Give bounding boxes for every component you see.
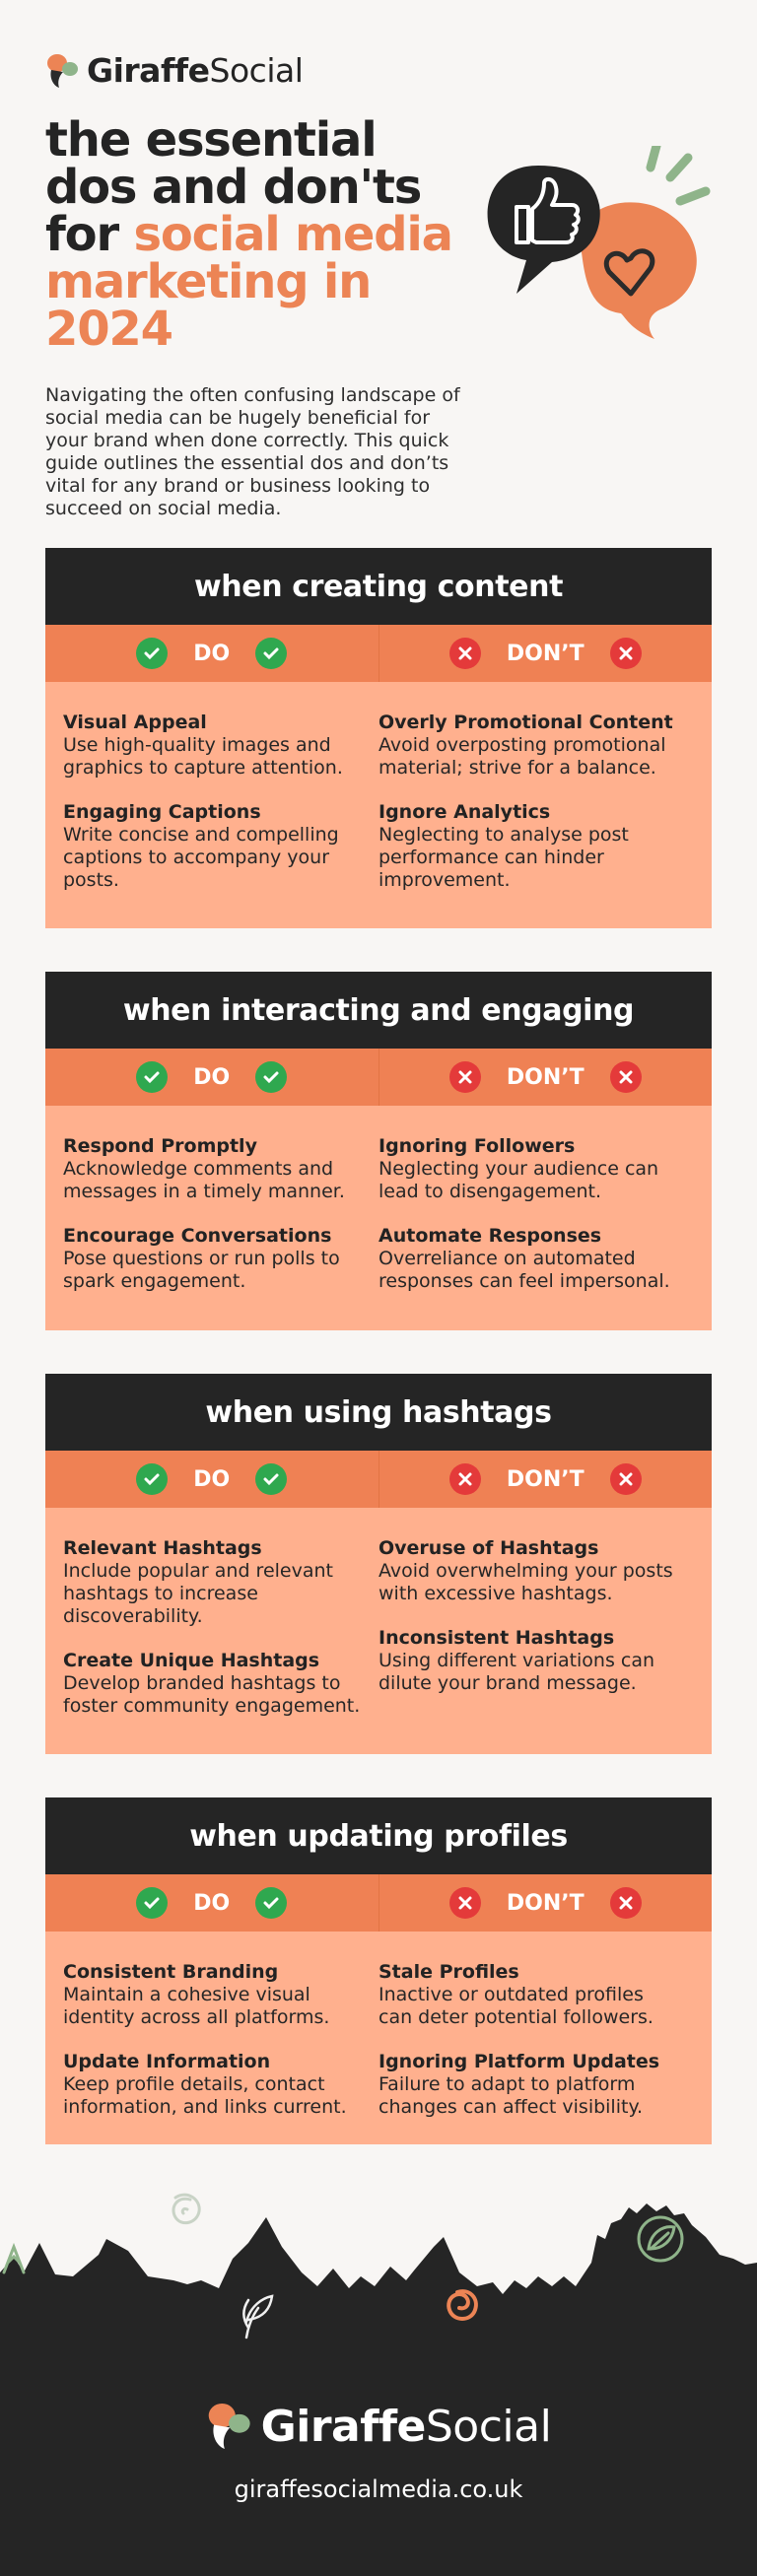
do-column: [63, 1135, 378, 1315]
item-title: Relevant Hashtags: [63, 1537, 262, 1559]
list-item: [378, 1961, 682, 2029]
item-title: Inconsistent Hashtags: [378, 1627, 615, 1649]
item-desc: Using different variations can dilute your brand message.: [378, 1650, 655, 1694]
cross-icon: [610, 1463, 642, 1495]
item-title: Consistent Branding: [63, 1961, 279, 1983]
do-header: [45, 1049, 378, 1106]
item-desc: Write concise and compelling captions to accompany your posts.: [63, 824, 339, 891]
footer-website-link[interactable]: giraffesocialmedia.co.uk: [234, 2475, 523, 2503]
dont-column: [378, 712, 694, 914]
dont-label: DON’T: [506, 641, 585, 666]
footer-logo[interactable]: [0, 2401, 757, 2452]
item-title: Visual Appeal: [63, 712, 207, 733]
item-desc: Neglecting your audience can lead to disengagement.: [378, 1158, 659, 1202]
item-desc: Overreliance on automated responses can feel impersonal.: [378, 1248, 670, 1292]
brand-name: GiraffeSocial: [87, 51, 304, 90]
item-desc: Keep profile details, contact information, and links current.: [63, 2073, 347, 2118]
cross-icon: [610, 1887, 642, 1919]
do-label: DO: [193, 641, 231, 666]
check-icon: [255, 1887, 287, 1919]
item-desc: Inactive or outdated profiles can deter potential followers.: [378, 1984, 654, 2028]
cross-icon: [610, 638, 642, 669]
list-item: [63, 1961, 367, 2029]
spiral-icon: [173, 2195, 199, 2223]
check-icon: [136, 1887, 168, 1919]
item-title: Stale Profiles: [378, 1961, 519, 1983]
section-title: when interacting and engaging: [45, 972, 712, 1049]
cross-icon: [449, 1463, 481, 1495]
item-title: Ignore Analytics: [378, 801, 551, 823]
list-item: [63, 2051, 367, 2119]
item-desc: Develop branded hashtags to foster community engagement.: [63, 1672, 361, 1717]
cross-icon: [449, 1887, 481, 1919]
dont-column: [378, 1537, 694, 1739]
item-title: Create Unique Hashtags: [63, 1650, 320, 1671]
list-item: [63, 1135, 367, 1203]
do-column: [63, 1961, 378, 2140]
section-title: when using hashtags: [45, 1374, 712, 1451]
item-desc: Acknowledge comments and messages in a timely manner.: [63, 1158, 345, 1202]
brand-name: GiraffeSocial: [260, 2401, 552, 2452]
check-icon: [136, 638, 168, 669]
list-item: [63, 1650, 367, 1718]
section-interacting-engaging: [45, 972, 712, 1330]
list-item: [378, 1627, 682, 1695]
cross-icon: [610, 1061, 642, 1093]
check-icon: [136, 1061, 168, 1093]
list-item: [378, 1225, 682, 1293]
item-title: Overly Promotional Content: [378, 712, 673, 733]
section-title: when creating content: [45, 548, 712, 625]
item-title: Ignoring Platform Updates: [378, 2051, 660, 2072]
list-item: [63, 712, 367, 780]
cross-icon: [449, 638, 481, 669]
do-header: [45, 625, 378, 682]
item-desc: Include popular and relevant hashtags to increase discoverability.: [63, 1560, 333, 1627]
do-dont-bar: [45, 625, 712, 682]
item-title: Update Information: [63, 2051, 271, 2072]
dont-column: [378, 1961, 694, 2140]
dont-header: [378, 1049, 713, 1106]
dont-header: [378, 1874, 713, 1932]
section-creating-content: [45, 548, 712, 928]
list-item: [378, 801, 682, 892]
check-icon: [136, 1463, 168, 1495]
item-desc: Pose questions or run polls to spark engagement.: [63, 1248, 340, 1292]
dont-label: DON’T: [506, 1466, 585, 1492]
do-dont-bar: [45, 1049, 712, 1106]
do-dont-bar: [45, 1874, 712, 1932]
item-title: Engaging Captions: [63, 801, 261, 823]
do-header: [45, 1874, 378, 1932]
list-item: [378, 1135, 682, 1203]
item-title: Respond Promptly: [63, 1135, 257, 1157]
section-title: when updating profiles: [45, 1797, 712, 1874]
check-icon: [255, 1463, 287, 1495]
do-column: [63, 1537, 378, 1739]
header-logo[interactable]: [45, 51, 303, 90]
do-dont-bar: [45, 1451, 712, 1508]
section-updating-profiles: [45, 1797, 712, 2144]
giraffe-logo-icon: [206, 2401, 251, 2452]
do-column: [63, 712, 378, 914]
list-item: [63, 801, 367, 892]
giraffe-logo-icon: [45, 52, 79, 90]
intro-paragraph: Navigating the often confusing landscape of social media can be hugely beneficial for your brand when done correctly. This quick guide outlines the essential dos and don’ts vital for any brand or business looking to succeed on social media.: [45, 384, 460, 519]
thumbs-up-heart-illustration-icon: [483, 146, 720, 343]
item-desc: Avoid overwhelming your posts with excessive hashtags.: [378, 1560, 673, 1604]
item-desc: Failure to adapt to platform changes can affect visibility.: [378, 2073, 644, 2118]
cross-icon: [449, 1061, 481, 1093]
do-label: DO: [193, 1890, 231, 1916]
item-title: Automate Responses: [378, 1225, 602, 1247]
section-using-hashtags: [45, 1374, 712, 1754]
list-item: [63, 1225, 367, 1293]
item-desc: Maintain a cohesive visual identity across all platforms.: [63, 1984, 330, 2028]
list-item: [63, 1537, 367, 1628]
item-desc: Avoid overposting promotional material; strive for a balance.: [378, 734, 666, 779]
do-label: DO: [193, 1466, 231, 1492]
item-title: Overuse of Hashtags: [378, 1537, 599, 1559]
list-item: [378, 712, 682, 780]
item-title: Ignoring Followers: [378, 1135, 576, 1157]
dont-header: [378, 1451, 713, 1508]
check-icon: [255, 1061, 287, 1093]
page-title: the essential dos and don'ts for social media marketing in 2024: [45, 112, 452, 357]
dont-label: DON’T: [506, 1064, 585, 1090]
list-item: [378, 2051, 682, 2119]
check-icon: [255, 638, 287, 669]
dont-column: [378, 1135, 694, 1315]
footer-background: [0, 2178, 757, 2576]
item-desc: Use high-quality images and graphics to capture attention.: [63, 734, 343, 779]
do-header: [45, 1451, 378, 1508]
list-item: [378, 1537, 682, 1605]
item-desc: Neglecting to analyse post performance can hinder improvement.: [378, 824, 629, 891]
item-title: Encourage Conversations: [63, 1225, 332, 1247]
dont-header: [378, 625, 713, 682]
do-label: DO: [193, 1064, 231, 1090]
dont-label: DON’T: [506, 1890, 585, 1916]
